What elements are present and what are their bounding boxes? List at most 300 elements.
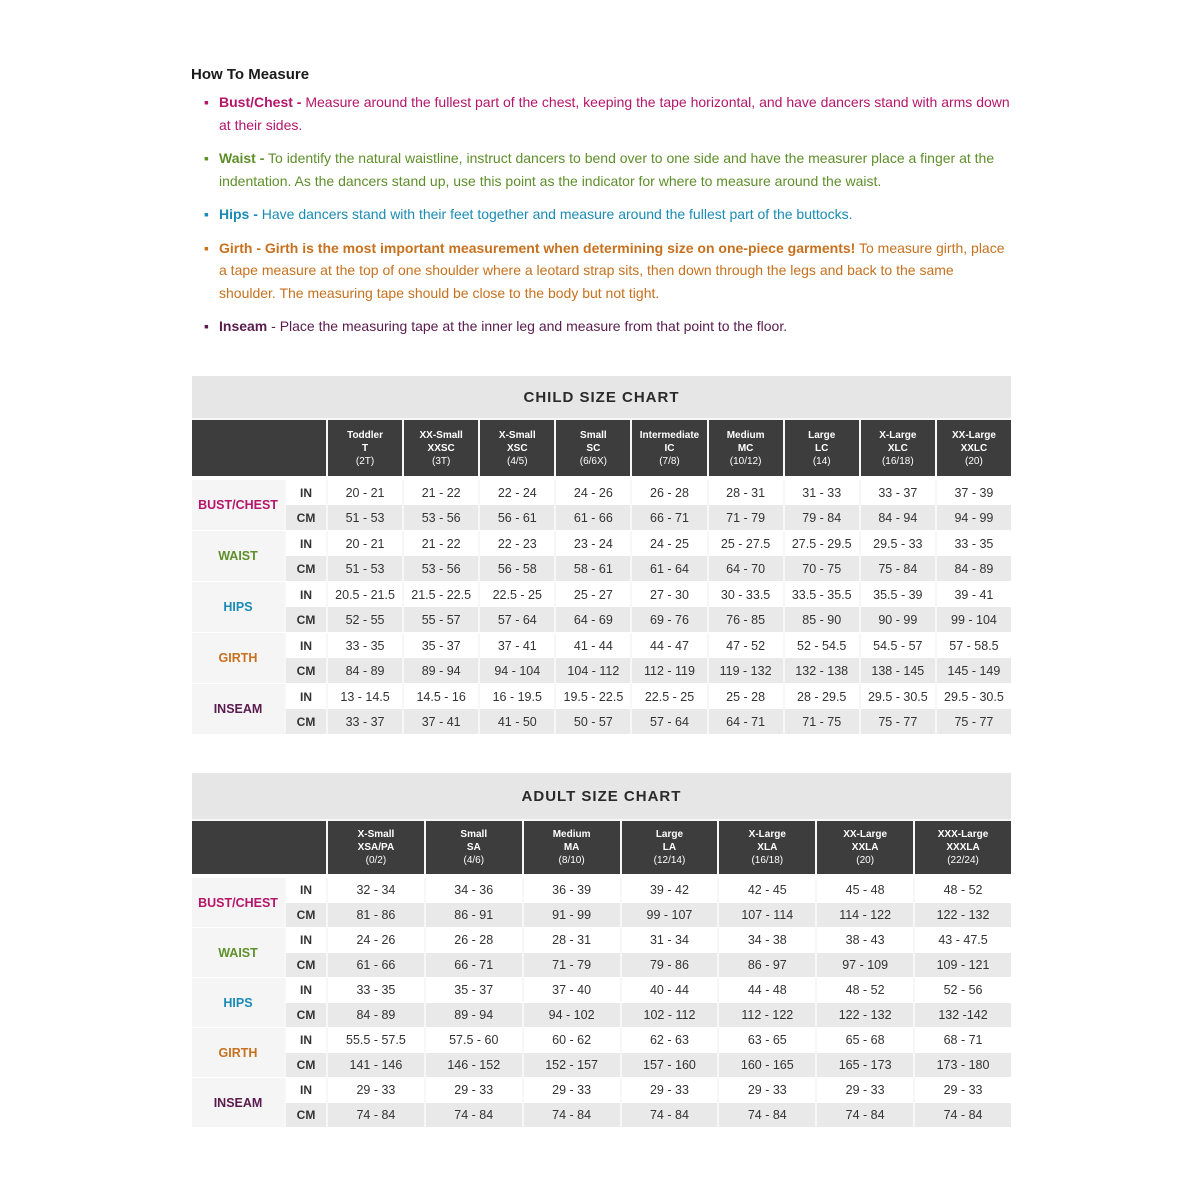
instruction-bust-text: Measure around the fullest part of the chest, keeping the tape horizontal, and have dancers stand with arms down at their sides. bbox=[219, 94, 1010, 133]
table-cell: 42 - 45 bbox=[719, 878, 815, 903]
instruction-inseam-text: - Place the measuring tape at the inner leg and measure from that point to the floor. bbox=[271, 318, 788, 334]
table-cell: 84 - 89 bbox=[328, 658, 402, 683]
table-cell: 52 - 55 bbox=[328, 607, 402, 632]
table-cell: 29.5 - 30.5 bbox=[861, 684, 935, 709]
table-cell: 16 - 19.5 bbox=[480, 684, 554, 709]
table-cell: 31 - 33 bbox=[785, 480, 859, 505]
size-alt: (16/18) bbox=[881, 455, 914, 467]
table-cell: 146 - 152 bbox=[426, 1053, 522, 1078]
table-cell: 74 - 84 bbox=[817, 1103, 913, 1128]
table-cell: 25 - 27 bbox=[556, 582, 630, 607]
table-cell: 152 - 157 bbox=[524, 1053, 620, 1078]
table-cell: 19.5 - 22.5 bbox=[556, 684, 630, 709]
table-cell: 75 - 77 bbox=[937, 709, 1011, 734]
table-cell: 41 - 50 bbox=[480, 709, 554, 734]
size-column-header bbox=[328, 821, 424, 874]
table-cell: 68 - 71 bbox=[915, 1028, 1011, 1053]
size-code: XXSC bbox=[427, 442, 455, 454]
table-cell: 24 - 26 bbox=[556, 480, 630, 505]
table-cell: 94 - 104 bbox=[480, 658, 554, 683]
instruction-waist-label: Waist - bbox=[219, 150, 265, 166]
size-code: XSA/PA bbox=[357, 842, 395, 853]
size-column-header bbox=[709, 420, 783, 476]
table-row bbox=[192, 607, 1011, 632]
table-cell: 14.5 - 16 bbox=[404, 684, 478, 709]
bullet-icon: ▪ bbox=[204, 150, 209, 166]
table-cell: 21 - 22 bbox=[404, 531, 478, 556]
table-cell: 71 - 75 bbox=[785, 709, 859, 734]
table-row bbox=[192, 1003, 1011, 1028]
size-column-header bbox=[937, 420, 1011, 476]
size-column-header bbox=[622, 821, 718, 874]
table-cell: 52 - 56 bbox=[915, 978, 1011, 1003]
table-cell: 33.5 - 35.5 bbox=[785, 582, 859, 607]
table-cell: 27.5 - 29.5 bbox=[785, 531, 859, 556]
table-cell: 74 - 84 bbox=[915, 1103, 1011, 1128]
table-cell: 52 - 54.5 bbox=[785, 633, 859, 658]
size-name: Large bbox=[655, 829, 684, 840]
table-corner bbox=[192, 821, 326, 874]
table-cell: 75 - 84 bbox=[861, 556, 935, 581]
table-cell: 26 - 28 bbox=[632, 480, 706, 505]
size-code: XXLC bbox=[960, 442, 988, 454]
table-cell: 160 - 165 bbox=[719, 1053, 815, 1078]
size-code: LC bbox=[815, 442, 829, 454]
table-cell: 35 - 37 bbox=[426, 978, 522, 1003]
table-cell: 61 - 66 bbox=[556, 505, 630, 530]
table-row bbox=[192, 684, 1011, 709]
measure-group-label: INSEAM bbox=[192, 684, 284, 734]
size-name: XX-Small bbox=[419, 429, 463, 441]
table-cell: 21 - 22 bbox=[404, 480, 478, 505]
size-alt: (22/24) bbox=[947, 855, 979, 866]
size-code: XLA bbox=[757, 842, 778, 853]
table-cell: 37 - 41 bbox=[404, 709, 478, 734]
unit-label: IN bbox=[286, 582, 326, 607]
table-cell: 33 - 37 bbox=[861, 480, 935, 505]
size-alt: (20) bbox=[856, 855, 875, 866]
table-cell: 74 - 84 bbox=[426, 1103, 522, 1128]
table-cell: 22 - 23 bbox=[480, 531, 554, 556]
adult-size-table bbox=[190, 821, 1013, 1127]
measure-group-label: WAIST bbox=[192, 531, 284, 581]
instruction-inseam bbox=[191, 315, 1011, 338]
size-alt: (10/12) bbox=[729, 455, 762, 467]
size-code: XXXLA bbox=[946, 842, 980, 853]
unit-label: IN bbox=[286, 928, 326, 953]
instruction-inseam-label: Inseam bbox=[219, 318, 268, 334]
unit-label: IN bbox=[286, 480, 326, 505]
table-cell: 60 - 62 bbox=[524, 1028, 620, 1053]
table-row bbox=[192, 1103, 1011, 1128]
size-name: X-Small bbox=[498, 429, 536, 441]
size-code: XSC bbox=[506, 442, 528, 454]
table-cell: 37 - 41 bbox=[480, 633, 554, 658]
size-alt: (7/8) bbox=[659, 455, 680, 467]
table-cell: 122 - 132 bbox=[915, 903, 1011, 928]
size-name: X-Large bbox=[879, 429, 917, 441]
table-cell: 13 - 14.5 bbox=[328, 684, 402, 709]
size-alt: (8/10) bbox=[558, 855, 585, 866]
table-cell: 47 - 52 bbox=[709, 633, 783, 658]
table-cell: 69 - 76 bbox=[632, 607, 706, 632]
size-code: SC bbox=[586, 442, 601, 454]
table-cell: 84 - 89 bbox=[328, 1003, 424, 1028]
size-code: MA bbox=[563, 842, 580, 853]
size-name: X-Large bbox=[748, 829, 786, 840]
table-cell: 63 - 65 bbox=[719, 1028, 815, 1053]
size-alt: (0/2) bbox=[365, 855, 387, 866]
table-cell: 62 - 63 bbox=[622, 1028, 718, 1053]
table-cell: 29 - 33 bbox=[524, 1078, 620, 1103]
size-column-header bbox=[480, 420, 554, 476]
size-name: Small bbox=[580, 429, 607, 441]
instruction-hips-text: Have dancers stand with their feet together and measure around the fullest part of the buttocks. bbox=[261, 206, 853, 222]
table-cell: 114 - 122 bbox=[817, 903, 913, 928]
table-cell: 66 - 71 bbox=[632, 505, 706, 530]
size-name: XX-Large bbox=[951, 429, 996, 441]
table-cell: 85 - 90 bbox=[785, 607, 859, 632]
table-cell: 29 - 33 bbox=[328, 1078, 424, 1103]
table-cell: 141 - 146 bbox=[328, 1053, 424, 1078]
size-alt: (12/14) bbox=[653, 855, 686, 866]
table-cell: 22.5 - 25 bbox=[480, 582, 554, 607]
size-column-header bbox=[719, 821, 815, 874]
unit-label: IN bbox=[286, 531, 326, 556]
table-cell: 29 - 33 bbox=[817, 1078, 913, 1103]
instruction-bust bbox=[191, 91, 1011, 136]
table-cell: 65 - 68 bbox=[817, 1028, 913, 1053]
bullet-icon: ▪ bbox=[204, 206, 209, 222]
table-cell: 99 - 107 bbox=[622, 903, 718, 928]
size-column-header bbox=[404, 420, 478, 476]
table-row bbox=[192, 903, 1011, 928]
table-cell: 132 -142 bbox=[915, 1003, 1011, 1028]
table-cell: 48 - 52 bbox=[817, 978, 913, 1003]
table-cell: 56 - 61 bbox=[480, 505, 554, 530]
measure-group-label: HIPS bbox=[192, 978, 284, 1027]
size-name: Large bbox=[808, 429, 836, 441]
table-cell: 86 - 91 bbox=[426, 903, 522, 928]
instruction-bust-label: Bust/Chest - bbox=[219, 94, 302, 110]
measure-group-label: GIRTH bbox=[192, 633, 284, 683]
table-cell: 28 - 29.5 bbox=[785, 684, 859, 709]
table-cell: 29.5 - 33 bbox=[861, 531, 935, 556]
table-cell: 86 - 97 bbox=[719, 953, 815, 978]
table-cell: 29 - 33 bbox=[622, 1078, 718, 1103]
table-cell: 53 - 56 bbox=[404, 505, 478, 530]
table-cell: 24 - 25 bbox=[632, 531, 706, 556]
table-row bbox=[192, 953, 1011, 978]
measure-group-label: BUST/CHEST bbox=[192, 480, 284, 530]
table-cell: 84 - 89 bbox=[937, 556, 1011, 581]
table-cell: 102 - 112 bbox=[622, 1003, 718, 1028]
size-column-header bbox=[915, 821, 1011, 874]
size-name: Medium bbox=[726, 429, 765, 441]
measure-group-label: WAIST bbox=[192, 928, 284, 977]
table-cell: 33 - 35 bbox=[328, 633, 402, 658]
table-cell: 43 - 47.5 bbox=[915, 928, 1011, 953]
table-cell: 74 - 84 bbox=[719, 1103, 815, 1128]
instruction-girth-text: To measure girth, place a tape measure at the top of one shoulder where a leotard strap sits, then down through the legs and back to the same shoulder. The measuring tape should be close to the body but not tight. bbox=[219, 239, 1005, 301]
table-cell: 44 - 48 bbox=[719, 978, 815, 1003]
table-cell: 81 - 86 bbox=[328, 903, 424, 928]
table-cell: 45 - 48 bbox=[817, 878, 913, 903]
size-code: IC bbox=[664, 442, 675, 454]
table-cell: 94 - 99 bbox=[937, 505, 1011, 530]
table-row bbox=[192, 928, 1011, 953]
measure-group-label: BUST/CHEST bbox=[192, 878, 284, 927]
table-cell: 138 - 145 bbox=[861, 658, 935, 683]
table-row bbox=[192, 633, 1011, 658]
table-cell: 30 - 33.5 bbox=[709, 582, 783, 607]
table-cell: 104 - 112 bbox=[556, 658, 630, 683]
table-cell: 173 - 180 bbox=[915, 1053, 1011, 1078]
adult-size-chart bbox=[192, 773, 1011, 1127]
table-row bbox=[192, 978, 1011, 1003]
table-cell: 33 - 35 bbox=[328, 978, 424, 1003]
size-code: LA bbox=[662, 842, 677, 853]
table-cell: 28 - 31 bbox=[709, 480, 783, 505]
size-column-header bbox=[785, 420, 859, 476]
table-row bbox=[192, 1053, 1011, 1078]
table-cell: 112 - 122 bbox=[719, 1003, 815, 1028]
unit-label: IN bbox=[286, 633, 326, 658]
table-cell: 20 - 21 bbox=[328, 531, 402, 556]
table-cell: 112 - 119 bbox=[632, 658, 706, 683]
bullet-icon: ▪ bbox=[204, 239, 209, 256]
table-cell: 48 - 52 bbox=[915, 878, 1011, 903]
table-cell: 51 - 53 bbox=[328, 505, 402, 530]
table-cell: 145 - 149 bbox=[937, 658, 1011, 683]
child-chart-title: CHILD SIZE CHART bbox=[192, 376, 1011, 418]
instruction-hips-label: Hips - bbox=[219, 206, 258, 222]
table-cell: 33 - 37 bbox=[328, 709, 402, 734]
table-cell: 99 - 104 bbox=[937, 607, 1011, 632]
table-cell: 54.5 - 57 bbox=[861, 633, 935, 658]
table-cell: 64 - 71 bbox=[709, 709, 783, 734]
unit-label: IN bbox=[286, 684, 326, 709]
table-cell: 35 - 37 bbox=[404, 633, 478, 658]
table-row bbox=[192, 1078, 1011, 1103]
table-cell: 61 - 64 bbox=[632, 556, 706, 581]
how-to-measure-section bbox=[191, 66, 1011, 349]
unit-label: CM bbox=[286, 1053, 326, 1078]
table-cell: 122 - 132 bbox=[817, 1003, 913, 1028]
table-cell: 51 - 53 bbox=[328, 556, 402, 581]
table-cell: 29.5 - 30.5 bbox=[937, 684, 1011, 709]
size-code: T bbox=[362, 442, 369, 454]
table-row bbox=[192, 480, 1011, 505]
size-column-header bbox=[817, 821, 913, 874]
table-cell: 71 - 79 bbox=[709, 505, 783, 530]
table-row bbox=[192, 658, 1011, 683]
table-cell: 23 - 24 bbox=[556, 531, 630, 556]
instruction-girth-bold-text: Girth is the most important measurement when determining size on one-piece garments! bbox=[264, 239, 856, 256]
unit-label: CM bbox=[286, 903, 326, 928]
size-alt: (6/6X) bbox=[579, 455, 607, 467]
table-row bbox=[192, 531, 1011, 556]
table-cell: 119 - 132 bbox=[709, 658, 783, 683]
table-row bbox=[192, 709, 1011, 734]
table-cell: 41 - 44 bbox=[556, 633, 630, 658]
size-column-header bbox=[328, 420, 402, 476]
table-cell: 97 - 109 bbox=[817, 953, 913, 978]
unit-label: CM bbox=[286, 953, 326, 978]
size-code: SA bbox=[466, 842, 481, 853]
table-cell: 58 - 61 bbox=[556, 556, 630, 581]
table-cell: 91 - 99 bbox=[524, 903, 620, 928]
table-cell: 29 - 33 bbox=[426, 1078, 522, 1103]
size-column-header bbox=[556, 420, 630, 476]
table-cell: 55 - 57 bbox=[404, 607, 478, 632]
table-cell: 26 - 28 bbox=[426, 928, 522, 953]
table-row bbox=[192, 878, 1011, 903]
table-cell: 157 - 160 bbox=[622, 1053, 718, 1078]
instruction-girth bbox=[191, 237, 1011, 305]
unit-label: CM bbox=[286, 505, 326, 530]
table-cell: 32 - 34 bbox=[328, 878, 424, 903]
size-column-header bbox=[524, 821, 620, 874]
measure-group-label: HIPS bbox=[192, 582, 284, 632]
table-cell: 89 - 94 bbox=[404, 658, 478, 683]
unit-label: CM bbox=[286, 1103, 326, 1128]
size-code: XLC bbox=[887, 442, 908, 454]
unit-label: CM bbox=[286, 658, 326, 683]
table-cell: 27 - 30 bbox=[632, 582, 706, 607]
size-alt: (4/6) bbox=[463, 855, 485, 866]
table-row bbox=[192, 1028, 1011, 1053]
unit-label: IN bbox=[286, 1078, 326, 1103]
table-cell: 70 - 75 bbox=[785, 556, 859, 581]
table-cell: 21.5 - 22.5 bbox=[404, 582, 478, 607]
table-cell: 31 - 34 bbox=[622, 928, 718, 953]
size-name: XXX-Large bbox=[937, 829, 989, 840]
unit-label: IN bbox=[286, 978, 326, 1003]
table-cell: 74 - 84 bbox=[328, 1103, 424, 1128]
size-name: Intermediate bbox=[639, 429, 700, 441]
table-cell: 35.5 - 39 bbox=[861, 582, 935, 607]
size-alt: (3T) bbox=[431, 455, 451, 467]
size-alt: (4/5) bbox=[506, 455, 528, 467]
table-cell: 61 - 66 bbox=[328, 953, 424, 978]
table-cell: 64 - 70 bbox=[709, 556, 783, 581]
size-name: X-Small bbox=[357, 829, 395, 840]
unit-label: IN bbox=[286, 878, 326, 903]
bullet-icon: ▪ bbox=[204, 318, 209, 334]
instruction-hips bbox=[191, 203, 1011, 226]
table-cell: 79 - 84 bbox=[785, 505, 859, 530]
size-alt: (16/18) bbox=[751, 855, 784, 866]
table-cell: 39 - 41 bbox=[937, 582, 1011, 607]
table-cell: 55.5 - 57.5 bbox=[328, 1028, 424, 1053]
table-cell: 57.5 - 60 bbox=[426, 1028, 522, 1053]
table-cell: 75 - 77 bbox=[861, 709, 935, 734]
table-row bbox=[192, 582, 1011, 607]
table-corner bbox=[192, 420, 326, 476]
size-name: Medium bbox=[552, 829, 591, 840]
table-cell: 50 - 57 bbox=[556, 709, 630, 734]
table-cell: 79 - 86 bbox=[622, 953, 718, 978]
table-cell: 29 - 33 bbox=[915, 1078, 1011, 1103]
instruction-waist-text: To identify the natural waistline, instruct dancers to bend over to one side and have the measurer place a finger at the indentation. As the dancers stand up, use this point as the indicator for where to measure around the waist. bbox=[219, 150, 995, 189]
table-cell: 74 - 84 bbox=[524, 1103, 620, 1128]
table-cell: 33 - 35 bbox=[937, 531, 1011, 556]
unit-label: CM bbox=[286, 607, 326, 632]
size-name: Toddler bbox=[347, 429, 384, 441]
size-column-header bbox=[861, 420, 935, 476]
measure-group-label: GIRTH bbox=[192, 1028, 284, 1077]
table-row bbox=[192, 505, 1011, 530]
child-size-table bbox=[190, 420, 1013, 734]
table-cell: 28 - 31 bbox=[524, 928, 620, 953]
size-name: Small bbox=[460, 829, 488, 840]
table-cell: 89 - 94 bbox=[426, 1003, 522, 1028]
size-column-header bbox=[426, 821, 522, 874]
table-cell: 44 - 47 bbox=[632, 633, 706, 658]
unit-label: CM bbox=[286, 709, 326, 734]
table-cell: 20 - 21 bbox=[328, 480, 402, 505]
table-cell: 39 - 42 bbox=[622, 878, 718, 903]
table-cell: 25 - 27.5 bbox=[709, 531, 783, 556]
size-alt: (20) bbox=[965, 455, 983, 467]
table-cell: 132 - 138 bbox=[785, 658, 859, 683]
child-size-chart bbox=[192, 376, 1011, 734]
adult-chart-title: ADULT SIZE CHART bbox=[192, 773, 1011, 819]
table-cell: 57 - 58.5 bbox=[937, 633, 1011, 658]
table-cell: 107 - 114 bbox=[719, 903, 815, 928]
measure-group-label: INSEAM bbox=[192, 1078, 284, 1127]
table-cell: 57 - 64 bbox=[632, 709, 706, 734]
table-cell: 36 - 39 bbox=[524, 878, 620, 903]
table-cell: 76 - 85 bbox=[709, 607, 783, 632]
table-cell: 64 - 69 bbox=[556, 607, 630, 632]
table-cell: 71 - 79 bbox=[524, 953, 620, 978]
table-cell: 38 - 43 bbox=[817, 928, 913, 953]
table-cell: 94 - 102 bbox=[524, 1003, 620, 1028]
table-cell: 40 - 44 bbox=[622, 978, 718, 1003]
table-cell: 25 - 28 bbox=[709, 684, 783, 709]
table-cell: 24 - 26 bbox=[328, 928, 424, 953]
table-cell: 34 - 38 bbox=[719, 928, 815, 953]
table-cell: 34 - 36 bbox=[426, 878, 522, 903]
instruction-girth-label: Girth - bbox=[219, 239, 261, 256]
table-cell: 84 - 94 bbox=[861, 505, 935, 530]
size-alt: (2T) bbox=[355, 455, 375, 467]
table-cell: 90 - 99 bbox=[861, 607, 935, 632]
size-alt: (14) bbox=[812, 455, 831, 467]
table-cell: 22.5 - 25 bbox=[632, 684, 706, 709]
size-code: MC bbox=[737, 442, 754, 454]
table-cell: 109 - 121 bbox=[915, 953, 1011, 978]
size-code: XXLA bbox=[851, 842, 879, 853]
measure-instructions-list bbox=[191, 91, 1011, 338]
table-cell: 20.5 - 21.5 bbox=[328, 582, 402, 607]
table-cell: 74 - 84 bbox=[622, 1103, 718, 1128]
bullet-icon: ▪ bbox=[204, 94, 209, 110]
table-cell: 165 - 173 bbox=[817, 1053, 913, 1078]
table-cell: 56 - 58 bbox=[480, 556, 554, 581]
table-cell: 37 - 40 bbox=[524, 978, 620, 1003]
unit-label: CM bbox=[286, 1003, 326, 1028]
unit-label: CM bbox=[286, 556, 326, 581]
table-cell: 53 - 56 bbox=[404, 556, 478, 581]
table-cell: 57 - 64 bbox=[480, 607, 554, 632]
table-cell: 22 - 24 bbox=[480, 480, 554, 505]
unit-label: IN bbox=[286, 1028, 326, 1053]
table-cell: 29 - 33 bbox=[719, 1078, 815, 1103]
table-cell: 66 - 71 bbox=[426, 953, 522, 978]
